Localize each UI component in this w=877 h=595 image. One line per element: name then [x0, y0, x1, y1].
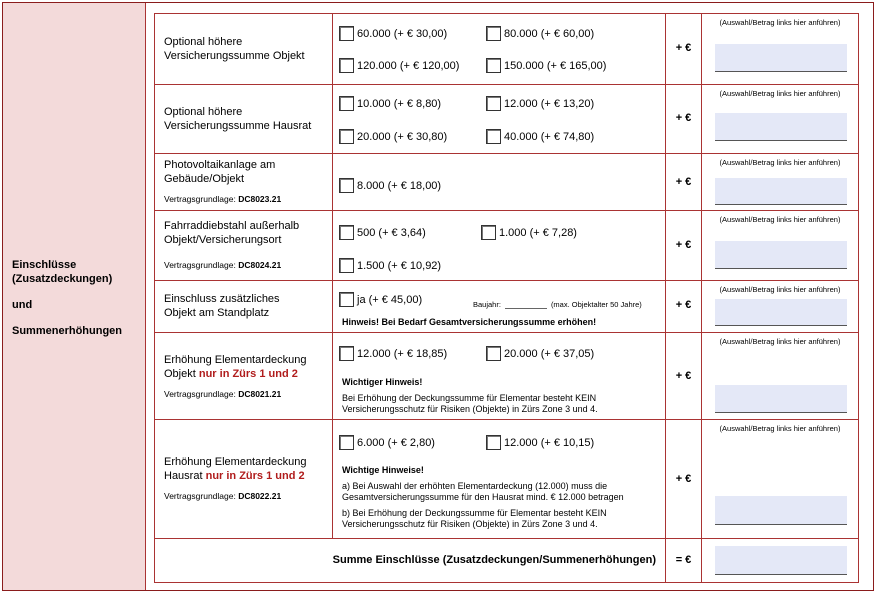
- amount-field[interactable]: [715, 113, 847, 141]
- option-60000[interactable]: 60.000 (+ € 30,00): [339, 26, 447, 41]
- checkbox[interactable]: [339, 96, 354, 111]
- sum-amount-field[interactable]: [715, 546, 847, 575]
- sum-label: Summe Einschlüsse (Zusatzdeckungen/Summenerhöhungen): [332, 554, 656, 566]
- option-10000[interactable]: 10.000 (+ € 8,80): [339, 96, 441, 111]
- checkbox[interactable]: [486, 96, 501, 111]
- plus-euro: + €: [675, 299, 692, 311]
- checkbox[interactable]: [339, 26, 354, 41]
- row-elementar-objekt: [154, 332, 859, 420]
- option-500[interactable]: 500 (+ € 3,64): [339, 225, 426, 240]
- row-elementar-hausrat: [154, 419, 859, 539]
- row-title: Erhöhung Elementardeckung Hausrat nur in Zürs 1 und 2: [164, 456, 307, 482]
- option-20000[interactable]: 20.000 (+ € 30,80): [339, 129, 447, 144]
- hint-text: (Auswahl/Betrag links hier anführen): [719, 285, 841, 294]
- row-title: Photovoltaikanlage am Gebäude/Objekt: [164, 159, 276, 185]
- option-6000[interactable]: 6.000 (+ € 2,80): [339, 435, 435, 450]
- row-title: Fahrraddiebstahl außerhalb Objekt/Versicherungsort: [164, 220, 300, 246]
- vertragsgrundlage: Vertragsgrundlage: DC8024.21: [164, 260, 282, 270]
- row-versicherungssumme-objekt: [154, 13, 859, 85]
- row-title: Optional höhere Versicherungssumme Objekt: [164, 36, 305, 62]
- plus-euro: + €: [675, 473, 692, 485]
- row-fahrraddiebstahl: [154, 210, 859, 281]
- section-label: Einschlüsse (Zusatzdeckungen) und Summenerhöhungen: [12, 259, 123, 337]
- row-title: Erhöhung Elementardeckung Objekt nur in Zürs 1 und 2: [164, 354, 307, 380]
- checkbox[interactable]: [339, 258, 354, 273]
- plus-euro: + €: [675, 176, 692, 188]
- option-120000[interactable]: 120.000 (+ € 120,00): [339, 58, 459, 73]
- row-summe: [154, 538, 859, 583]
- checkbox[interactable]: [339, 346, 354, 361]
- option-150000[interactable]: 150.000 (+ € 165,00): [486, 58, 606, 73]
- amount-field[interactable]: [715, 496, 847, 525]
- checkbox[interactable]: [339, 292, 354, 307]
- baujahr-input[interactable]: [505, 294, 547, 309]
- plus-euro: + €: [675, 42, 692, 54]
- baujahr-field-group: Baujahr: (max. Objektalter 50 Jahre): [473, 294, 642, 309]
- hint-text: (Auswahl/Betrag links hier anführen): [719, 424, 841, 433]
- checkbox[interactable]: [486, 435, 501, 450]
- option-12000[interactable]: 12.000 (+ € 18,85): [339, 346, 447, 361]
- equals-euro: = €: [675, 554, 692, 566]
- checkbox[interactable]: [486, 26, 501, 41]
- vertragsgrundlage: Vertragsgrundlage: DC8021.21: [164, 389, 282, 399]
- option-12000[interactable]: 12.000 (+ € 13,20): [486, 96, 594, 111]
- hint-text: (Auswahl/Betrag links hier anführen): [719, 158, 841, 167]
- row-versicherungssumme-hausrat: [154, 84, 859, 154]
- option-1500[interactable]: 1.500 (+ € 10,92): [339, 258, 441, 273]
- option-40000[interactable]: 40.000 (+ € 74,80): [486, 129, 594, 144]
- vertragsgrundlage: Vertragsgrundlage: DC8023.21: [164, 194, 282, 204]
- option-12000[interactable]: 12.000 (+ € 10,15): [486, 435, 594, 450]
- amount-field[interactable]: [715, 178, 847, 205]
- plus-euro: + €: [675, 370, 692, 382]
- amount-field[interactable]: [715, 299, 847, 326]
- option-ja[interactable]: ja (+ € 45,00): [339, 292, 422, 307]
- option-8000[interactable]: 8.000 (+ € 18,00): [339, 178, 441, 193]
- row-title: Einschluss zusätzliches Objekt am Standplatz: [164, 293, 280, 319]
- row-photovoltaik: [154, 153, 859, 211]
- option-1000[interactable]: 1.000 (+ € 7,28): [481, 225, 577, 240]
- checkbox[interactable]: [486, 129, 501, 144]
- hinweis-text: Hinweis! Bei Bedarf Gesamtversicherungssumme erhöhen!: [342, 317, 597, 327]
- checkbox[interactable]: [481, 225, 496, 240]
- vertragsgrundlage: Vertragsgrundlage: DC8022.21: [164, 491, 282, 501]
- section-label-column: [3, 3, 146, 590]
- hint-text: (Auswahl/Betrag links hier anführen): [719, 89, 841, 98]
- checkbox[interactable]: [339, 435, 354, 450]
- checkbox[interactable]: [339, 58, 354, 73]
- hint-text: (Auswahl/Betrag links hier anführen): [719, 18, 841, 27]
- row-title: Optional höhere Versicherungssumme Hausrat: [164, 106, 312, 132]
- checkbox[interactable]: [339, 225, 354, 240]
- row-zusaetzliches-objekt: [154, 280, 859, 333]
- hint-text: (Auswahl/Betrag links hier anführen): [719, 215, 841, 224]
- amount-field[interactable]: [715, 44, 847, 72]
- plus-euro: + €: [675, 112, 692, 124]
- amount-field[interactable]: [715, 241, 847, 269]
- checkbox[interactable]: [486, 346, 501, 361]
- checkbox[interactable]: [486, 58, 501, 73]
- amount-field[interactable]: [715, 385, 847, 413]
- option-20000[interactable]: 20.000 (+ € 37,05): [486, 346, 594, 361]
- checkbox[interactable]: [339, 178, 354, 193]
- hint-text: (Auswahl/Betrag links hier anführen): [719, 337, 841, 346]
- option-80000[interactable]: 80.000 (+ € 60,00): [486, 26, 594, 41]
- checkbox[interactable]: [339, 129, 354, 144]
- wichtige-hinweise: Wichtige Hinweise! a) Bei Auswahl der erhöhten Elementardeckung (12.000) muss die Gesamtversicherungssumme für den Hausrat mind. € 12.000 betragen b) Bei Erhöhung der Deckungssumme für Elementar besteht KEIN Versicherungsschutz für Risiken (Objekte) in Zürs Zone 3 und 4.: [342, 465, 624, 529]
- plus-euro: + €: [675, 239, 692, 251]
- options-table: [146, 3, 874, 590]
- wichtiger-hinweis: Wichtiger Hinweis! Bei Erhöhung der Deckungssumme für Elementar besteht KEIN Versicherungsschutz für Risiken (Objekte) in Zürs Zone 3 und 4.: [342, 377, 598, 414]
